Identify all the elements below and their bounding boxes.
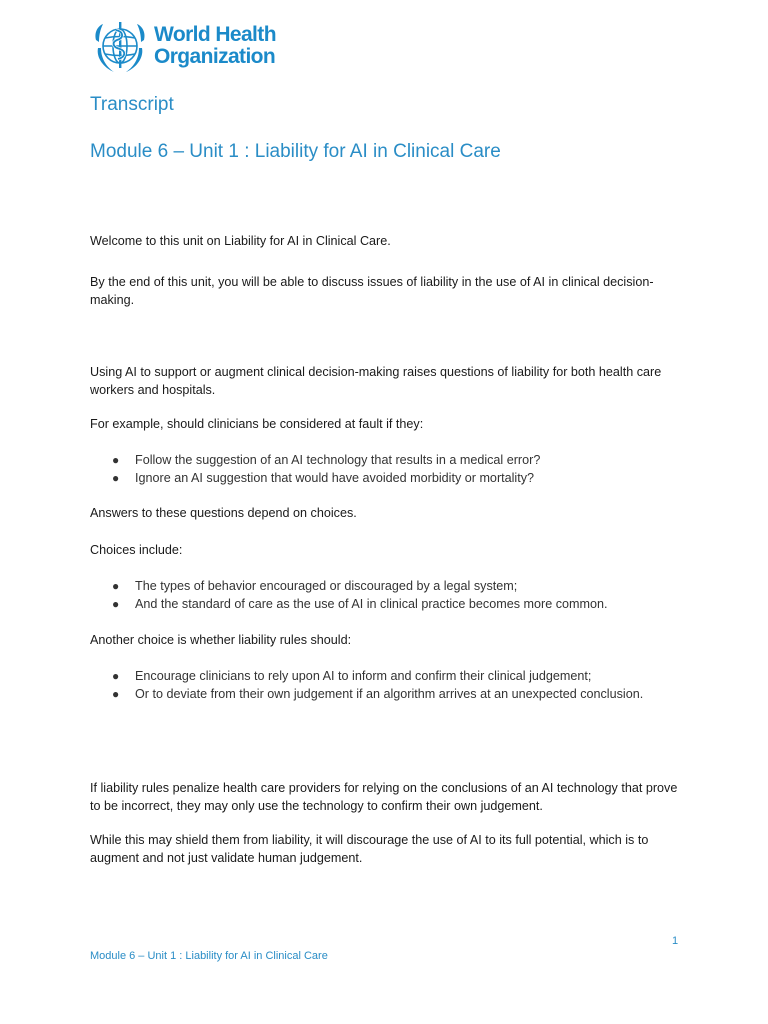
footer-text: Module 6 – Unit 1 : Liability for AI in Clinical Care — [90, 950, 328, 962]
paragraph-another-choice: Another choice is whether liability rules should: — [90, 633, 352, 647]
list-item-text: Encourage clinicians to rely upon AI to inform and confirm their clinical judgement; — [135, 669, 592, 683]
paragraph-choices: Choices include: — [90, 543, 183, 557]
list-item-text: And the standard of care as the use of AI in clinical practice becomes more common. — [135, 597, 608, 611]
paragraph-welcome: Welcome to this unit on Liability for AI in Clinical Care. — [90, 234, 391, 248]
paragraph-intro: Using AI to support or augment clinical decision-making raises questions of liability for both health care workers and hospitals. — [90, 365, 662, 397]
list-item — [90, 667, 690, 685]
list-item — [90, 685, 690, 703]
document-label: Transcript — [90, 94, 174, 115]
paragraph-example: For example, should clinicians be considered at fault if they: — [90, 417, 424, 431]
bullet-dot-icon: ● — [112, 687, 120, 701]
bullet-dot-icon: ● — [112, 471, 120, 485]
paragraph-answers: Answers to these questions depend on choices. — [90, 506, 357, 520]
list-item-text: The types of behavior encouraged or discouraged by a legal system; — [135, 579, 518, 593]
list-item-text: Or to deviate from their own judgement if an algorithm arrives at an unexpected conclusion. — [135, 687, 644, 701]
list-item-text: Ignore an AI suggestion that would have avoided morbidity or mortality? — [135, 471, 535, 485]
list-item — [90, 469, 690, 487]
bullet-list-rules — [90, 667, 690, 703]
paragraph-penalize: If liability rules penalize health care providers for relying on the conclusions of an AI technology that prove to be incorrect, they may only use the technology to confirm their own judgement. — [90, 781, 678, 813]
bullet-dot-icon: ● — [112, 669, 120, 683]
list-item-text: Follow the suggestion of an AI technology that results in a medical error? — [135, 453, 541, 467]
module-title: Module 6 – Unit 1 : Liability for AI in Clinical Care — [90, 141, 501, 162]
bullet-dot-icon: ● — [112, 597, 120, 611]
bullet-list-choices — [90, 577, 690, 613]
logo-line-2: Organization — [154, 45, 276, 68]
bullet-dot-icon: ● — [112, 579, 120, 593]
page-number: 1 — [672, 935, 679, 947]
who-emblem-icon — [90, 16, 150, 76]
list-item — [90, 577, 690, 595]
bullet-list-questions — [90, 451, 690, 487]
who-logo — [90, 16, 276, 76]
paragraph-objective: By the end of this unit, you will be able to discuss issues of liability in the use of AI in clinical decision-making. — [90, 275, 654, 307]
logo-line-1: World Health — [154, 23, 276, 46]
list-item — [90, 595, 690, 613]
bullet-dot-icon: ● — [112, 453, 120, 467]
list-item — [90, 451, 690, 469]
logo-wordmark — [154, 24, 276, 68]
paragraph-shield: While this may shield them from liability, it will discourage the use of AI to its full potential, which is to augment and not just validate human judgement. — [90, 833, 649, 865]
